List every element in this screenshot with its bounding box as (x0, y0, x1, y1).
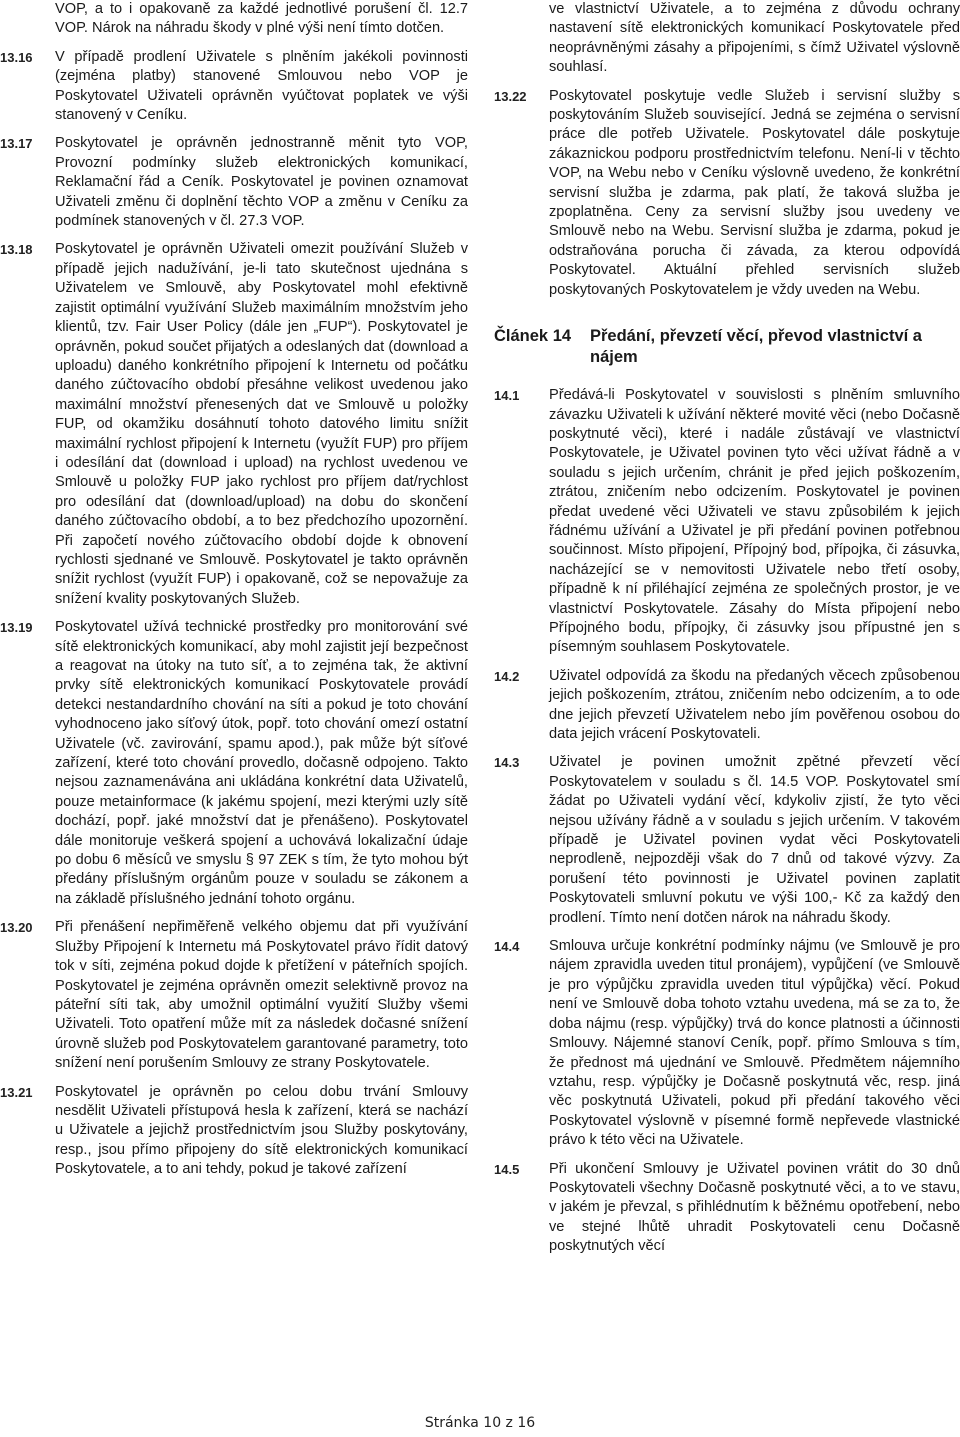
left-column (0, 0, 468, 1189)
clause-text: Poskytovatel je oprávněn jednostranně měnit tyto VOP, Provozní podmínky služeb elektronických komunikací, Reklamační řád a Ceník. Poskytovatel je povinen oznamovat Uživateli změnu či doplnění těchto VOP a změnu v Ceníku za podmínek stanovených v čl. 27.3 VOP. (55, 135, 468, 230)
clause-number: 13.20 (0, 920, 33, 936)
article-title: Předání, převzetí věcí, převod vlastnictví a nájem (590, 327, 922, 367)
clause-item (0, 918, 468, 1073)
clause-number: 13.17 (0, 136, 33, 152)
clause-number: 14.5 (494, 1161, 520, 1177)
clause-number: 13.21 (0, 1084, 33, 1100)
clause-text: Při přenášení nepřiměřeně velkého objemu dat při využívání Služby Připojení k Internetu má Poskytovatel právo řídit datový tok v síti, zejména pokud dojde k přetížení v páteřních spojích. Poskytovatel je zejména oprávněn omezit selektivně provoz na páteřní síti tak, aby umožnil optimální využití Služby všemi Uživateli. Toto opatření může mít za následek dočasné snížení úrovně služeb pod Poskytovatelem garantované parametry, toto snížení není porušením Smlouvy ze strany Poskytovatele. (55, 919, 468, 1072)
page-footer: Stránka 10 z 16 (424, 1415, 536, 1431)
clause-text: Poskytovatel je oprávněn po celou dobu trvání Smlouvy nesdělit Uživateli přístupová hesla k zařízení, která se nachází u Uživatele a jejichž prostřednictvím jsou Služby poskytovány, resp., jsou přímo připojeny do sítě elektronických komunikací Poskytovatele, a to ani tehdy, pokud je takové zařízení (55, 1083, 468, 1178)
clause-number: 13.19 (0, 620, 33, 636)
clause-text: Při ukončení Smlouvy je Uživatel povinen vrátit do 30 dnů Poskytovateli všechny Dočasně poskytnuté věci, a to ve stavu, v jakém je převzal, s přihlédnutím k běžnému opotřebení, nebo ve stejné lhůtě uhradit Poskytovateli cenu Dočasně poskytnutých věcí (549, 1160, 960, 1255)
clause-text: VOP, a to i opakovaně za každé jednotlivé porušení čl. 12.7 VOP. Nárok na náhradu škody v plné výši není tímto dotčen. (55, 1, 468, 37)
clause-number: 14.3 (494, 755, 520, 771)
article-number: Článek 14 (494, 327, 572, 346)
clause-number: 13.18 (0, 242, 33, 258)
clause-item (494, 1160, 960, 1257)
clause-item (0, 134, 468, 231)
clause-item (0, 0, 468, 39)
clause-item (494, 937, 960, 1150)
clause-item (494, 667, 960, 745)
clause-item (0, 48, 468, 126)
clause-text: Smlouva určuje konkrétní podmínky nájmu (ve Smlouvě je pro nájem zpravidla uveden titul pronájem), vypůjčení (ve Smlouvě je pro výpůjčku zpravidla uveden titul výpůjčka) věcí. Pokud není ve Smlouvě doba tohoto vztahu uvedena, má se za to, že doba nájmu (resp. výpůjčky) trvá do konce platnosti a účinnosti Smlouvy. Nájemné stanoví Ceník, popř. přímo Smlouva s tím, že přednost má ujednání ve Smlouvě. Předmětem nájemního vztahu, resp. výpůjčky je Dočasně poskytnutá věc, resp. jiná věc poskytnutá Uživateli, pokud při předání takového věci Poskytovatel výslovně v písemné formě nepřevede vlastnické právo k této věci na Uživatele. (549, 938, 960, 1149)
clause-number: 14.1 (494, 388, 520, 404)
clause-number: 13.16 (0, 49, 33, 65)
clause-number: 14.4 (494, 939, 520, 955)
clause-text: Předává-li Poskytovatel v souvislosti s plněním smluvního závazku Uživateli k užívání některé movité věci (nebo Dočasně poskytnuté věci), které i nadále zůstávají ve vlastnictví Poskytovatele, je Uživatel povinen tyto věci užívat řádně a v souladu s jejich určením, chránit je před jejich poškozením, ztrátou, zničením nebo odcizením. Poskytovatel je povinen předat uvedené věci Uživateli ve stavu způsobilém k jejich řádnému užívání a Uživatel je při předání povinen potřebnou součinnost. Místo připojení, Přípojný bod, přípojka, či zásuvka, nacházející se v nemovitosti Uživatele nebo třetí osoby, případně k ní přiléhající zejména ze společných prostor, je ve vlastnictví Poskytovatele. Zásahy do Místa připojení nebo Přípojného bodu, přípojky, či zásuvky jsou přípustné jen s písemným souhlasem Poskytovatele. (549, 387, 960, 656)
clause-item (494, 87, 960, 300)
clause-number: 14.2 (494, 668, 520, 684)
clause-text: Poskytovatel poskytuje vedle Služeb i servisní služby s poskytováním Služeb související. Jedná se zejména o servisní práce dle potřeb Uživatele. Poskytovatel dále poskytuje zákaznickou podporu prostřednictvím telefonu. Není-li v těchto VOP, na Webu nebo v Ceníku výslovně uvedeno, že konkrétní servisní služba je zdarma, pak platí, že taková služba je zpoplatněna. Ceny za servisní služby jsou uvedeny ve Smlouvě nebo na Webu. Servisní služba je zdarma, pokud je odstraňována porucha či závada, za kterou odpovídá Poskytovatel. Aktuální přehled servisních služeb poskytovaných Poskytovatelem je vždy uveden na Webu. (549, 87, 960, 298)
clause-text: ve vlastnictví Uživatele, a to zejména z důvodu ochrany nastavení sítě elektronických komunikací Poskytovatele před neoprávněnými zásahy a připojeními, s čímž Uživatel výslovně souhlasí. (549, 1, 960, 76)
clause-text: V případě prodlení Uživatele s plněním jakékoli povinnosti (zejména platby) stanovené Smlouvou nebo VOP je Poskytovatel Uživateli oprávněn vyúčtovat poplatek ve výši stanovený v Ceníku. (55, 48, 468, 124)
right-column (494, 0, 960, 1266)
clause-item (0, 240, 468, 609)
clause-item (0, 618, 468, 909)
clause-item (494, 386, 960, 658)
clause-number (494, 0, 549, 78)
clause-item (494, 0, 960, 78)
clause-text: Uživatel je povinen umožnit zpětné převzetí věcí Poskytovatelem v souladu s čl. 14.5 VOP. Poskytovatel smí žádat po Uživateli vydání věcí, kdykoliv zjistí, že tyto věci nejsou užívány řádně a v souladu s jejich určením. V takovém případě je Uživatel povinen vydat věci Poskytovateli neprodleně, nejpozději však do 7 dnů od takové výzvy. Za porušení této povinnosti je Uživatel povinen zaplatit Poskytovateli smluvní pokutu ve výši 100,- Kč za každý den prodlení. Tímto není dotčen nárok na náhradu škody. (549, 754, 960, 926)
article-heading (494, 326, 960, 368)
clause-item (494, 753, 960, 928)
clause-number: 13.22 (494, 88, 527, 104)
clause-number (0, 0, 55, 39)
clause-item (0, 1083, 468, 1180)
clause-text: Uživatel odpovídá za škodu na předaných věcech způsobenou jejich poškozením, ztrátou, zničením nebo odcizením, a to ode dne jejich převzetí Uživatelem nebo jím pověřenou osobou do data jejich vrácení Poskytovateli. (549, 667, 960, 742)
clause-text: Poskytovatel užívá technické prostředky pro monitorování své sítě elektronických komunikací, aby mohl zajistit její bezpečnost a reagovat na útoky na tuto síť, a to zejména tak, že aktivní prvky sítě elektronických komunikací Poskytovatele provádí detekci nestandardního chování na síti a pokud je toto chování vyhodnoceno jako síťový útok, popř. toto chování omezí ostatní Uživatele (vč. zavirování, spamu apod.), pak může být síťové zařízení, které toto chování provedlo, dočasně odpojeno. Takto nejsou zaznamenávána ani ukládána konkrétní data Uživatelů, pouze metainformace (k jakému spojení, mezi kterými uzly sítě dochází, popř. jaké množství dat je přenášeno). Poskytovatel dále monitoruje veškerá spojení a uchovává lokalizační údaje po dobu 6 měsíců ve smyslu § 97 ZEK s tím, že tyto mohou být předány příslušným orgánům pouze v souladu se zákonem a na základě příslušného jednání tohoto orgánu. (55, 619, 468, 907)
clause-text: Poskytovatel je oprávněn Uživateli omezit používání Služeb v případě jejich nadužívání, je-li tato skutečnost ujednána s Uživatelem ve Smlouvě, aby Poskytovatel mohl efektivně zajistit optimální využívání Služeb maximálním množstvím jeho klientů, tzv. Fair User Policy (dále jen „FUP“). Poskytovatel je oprávněn, pokud součet přijatých a odeslaných dat (download a uploadu) daného konkrétního připojení k Internetu od počátku daného zúčtovacího období přesáhne velikost uvedenou jako maximální množství přenesených dat ve Smlouvě u položky FUP, od okamžiku dosáhnutí tohoto datového limitu snížit maximální rychlost připojení k Internetu (využít FUP) pro příjem i odesílání dat (download i upload) na rychlost uvedenou ve Smlouvě u položky FUP jako rychlost pro příjem dat/rychlost pro odesílání dat (download/upload) na dobu do skončení daného zúčtovacího období, a to bez předchozího upozornění. Při započetí nového zúčtovacího období dojde k obnovení rychlosti sjednané ve Smlouvě. Poskytovatel je takto oprávněn snížit rychlost (využít FUP) i opakovaně, což se nepovažuje za snížení kvality poskytovaných Služeb. (55, 241, 468, 607)
